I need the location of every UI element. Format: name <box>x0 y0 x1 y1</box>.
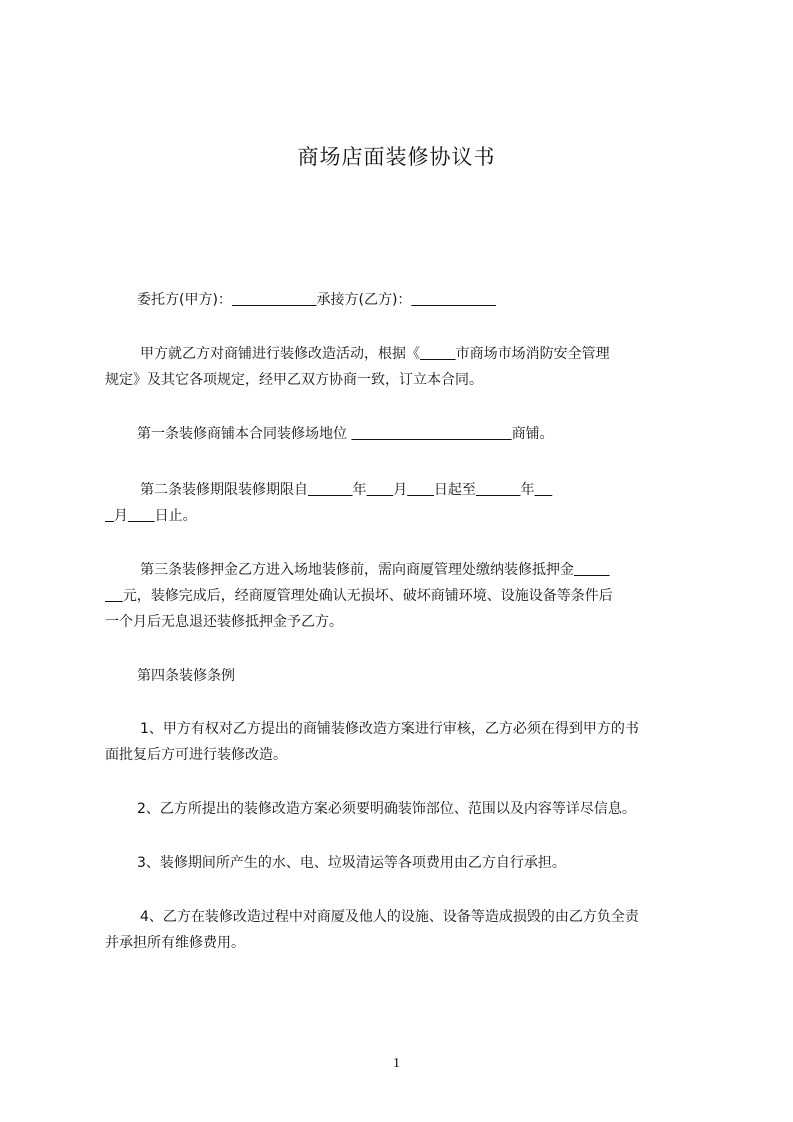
end-month-label: 月 <box>113 508 128 524</box>
year-label: 年 <box>352 482 367 498</box>
article-1 <box>137 421 554 447</box>
article-1-text: 第一条装修商铺本合同装修场地位 <box>137 426 352 442</box>
page-number: 1 <box>393 1056 400 1071</box>
intro-line-2: 规定》及其它各项规定，经甲乙双方协商一致，订立本合同。 <box>105 372 483 388</box>
end-year-label: 年 <box>520 482 535 498</box>
end-month-blank-a <box>534 482 552 498</box>
article-4-item-2: 2、乙方所提出的装修改造方案必须要明确装饰部位、范围以及内容等详尽信息。 <box>137 801 636 817</box>
party-b-blank <box>411 292 496 308</box>
day-to-label: 日起至 <box>433 482 476 498</box>
article-2-line-2 <box>105 503 197 529</box>
article-3-line-1 <box>140 557 610 583</box>
party-b-label: 承接方(乙方)： <box>316 292 412 308</box>
article-3-text: 第三条装修押金乙方进入场地装修前，需向商厦管理处缴纳装修抵押金 <box>140 562 574 578</box>
article-3-line-2 <box>105 583 613 609</box>
party-a-label: 委托方(甲方)： <box>137 292 232 308</box>
start-year-blank <box>308 482 353 498</box>
article-1-suffix: 商铺。 <box>511 426 554 442</box>
article-2-text: 第二条装修期限装修期限自 <box>140 482 308 498</box>
end-year-blank <box>476 482 521 498</box>
article-1-location-blank <box>351 426 511 442</box>
intro-blank-city <box>420 346 456 362</box>
article-4-item-1-line-1: 1、甲方有权对乙方提出的商铺装修改造方案进行审核，乙方必须在得到甲方的书 <box>140 721 639 737</box>
article-4-item-3: 3、装修期间所产生的水、电、垃圾清运等各项费用由乙方自行承担。 <box>137 855 566 871</box>
deposit-blank-a <box>574 562 610 578</box>
article-3-line-3: 一个月后无息退还装修抵押金予乙方。 <box>105 614 343 630</box>
article-2-line-1 <box>140 477 552 503</box>
party-a-blank <box>232 292 317 308</box>
intro-line-1 <box>140 341 610 367</box>
article-4-heading: 第四条装修条例 <box>137 668 235 684</box>
end-day-label: 日止。 <box>154 508 197 524</box>
article-3-text-2: 元，装修完成后，经商厦管理处确认无损坏、破坏商铺环境、设施设备等条件后 <box>122 588 613 604</box>
document-title: 商场店面装修协议书 <box>297 145 496 169</box>
article-4-item-4-line-1: 4、乙方在装修改造过程中对商厦及他人的设施、设备等造成损毁的由乙方负全责 <box>140 909 639 925</box>
end-day-blank <box>128 508 155 524</box>
intro-text-1: 甲方就乙方对商铺进行装修改造活动，根据《 <box>140 346 420 362</box>
article-4-item-1-line-2: 面批复后方可进行装修改造。 <box>105 747 287 763</box>
article-4-item-4-line-2: 并承担所有维修费用。 <box>105 935 245 951</box>
parties-line <box>137 287 496 313</box>
start-day-blank <box>407 482 434 498</box>
start-month-blank <box>367 482 394 498</box>
end-month-blank-b <box>105 508 114 524</box>
intro-text-2: 市商场市场消防安全管理 <box>455 346 610 362</box>
month-label: 月 <box>393 482 408 498</box>
deposit-blank-b <box>105 588 123 604</box>
